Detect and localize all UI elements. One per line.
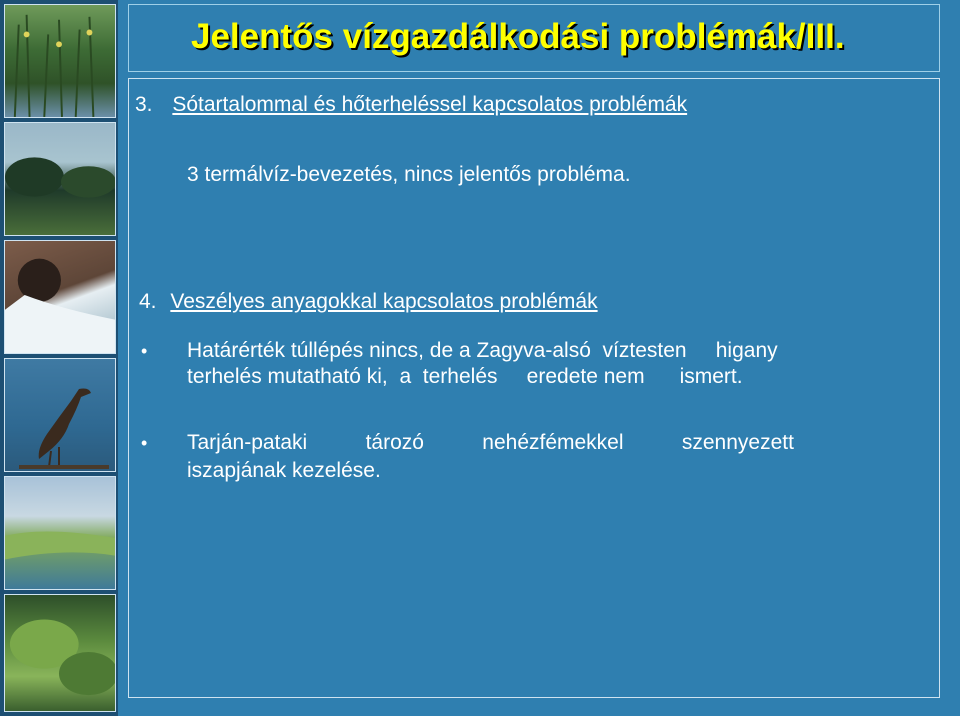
outflow-photo (4, 240, 116, 354)
bullet1-line1: Határérték túllépés nincs, de a Zagyva-alsó víztesten higany (187, 339, 778, 362)
title-bar (128, 4, 940, 72)
section3-heading-row (135, 93, 687, 117)
river-photo (4, 122, 116, 236)
slide-title: Jelentős vízgazdálkodási problémák/III. (191, 17, 845, 56)
photo-strip (0, 0, 118, 716)
marsh-photo (4, 476, 116, 590)
bird-icon (19, 379, 109, 469)
section4-heading: Veszélyes anyagokkal kapcsolatos problémák (170, 290, 598, 313)
bullet1-line2: terhelés mutatható ki, a terhelés eredete nem ismert. (187, 365, 743, 388)
section3-number: 3. (135, 93, 153, 116)
section4-heading-row (139, 290, 598, 314)
reed-icon (5, 5, 115, 117)
bullet2-line2: iszapjának kezelése. (187, 459, 381, 482)
foliage-icon (5, 595, 115, 711)
cormorant-photo (4, 358, 116, 472)
pipe-icon (5, 241, 115, 353)
section4-number: 4. (139, 290, 157, 313)
section3-text: 3 termálvíz-bevezetés, nincs jelentős probléma. (187, 163, 631, 186)
bullet-icon: • (141, 433, 148, 453)
grass-icon (5, 477, 115, 589)
wetland-photo (4, 594, 116, 712)
section3-heading: Sótartalommal és hőterheléssel kapcsolatos problémák (172, 93, 688, 116)
reed-photo (4, 4, 116, 118)
tree-icon (5, 123, 115, 235)
content-panel (128, 78, 940, 698)
bullet-icon: • (141, 341, 148, 361)
bullet2-line1: Tarján-pataki tározó nehézfémekkel szennyezett (187, 431, 794, 454)
